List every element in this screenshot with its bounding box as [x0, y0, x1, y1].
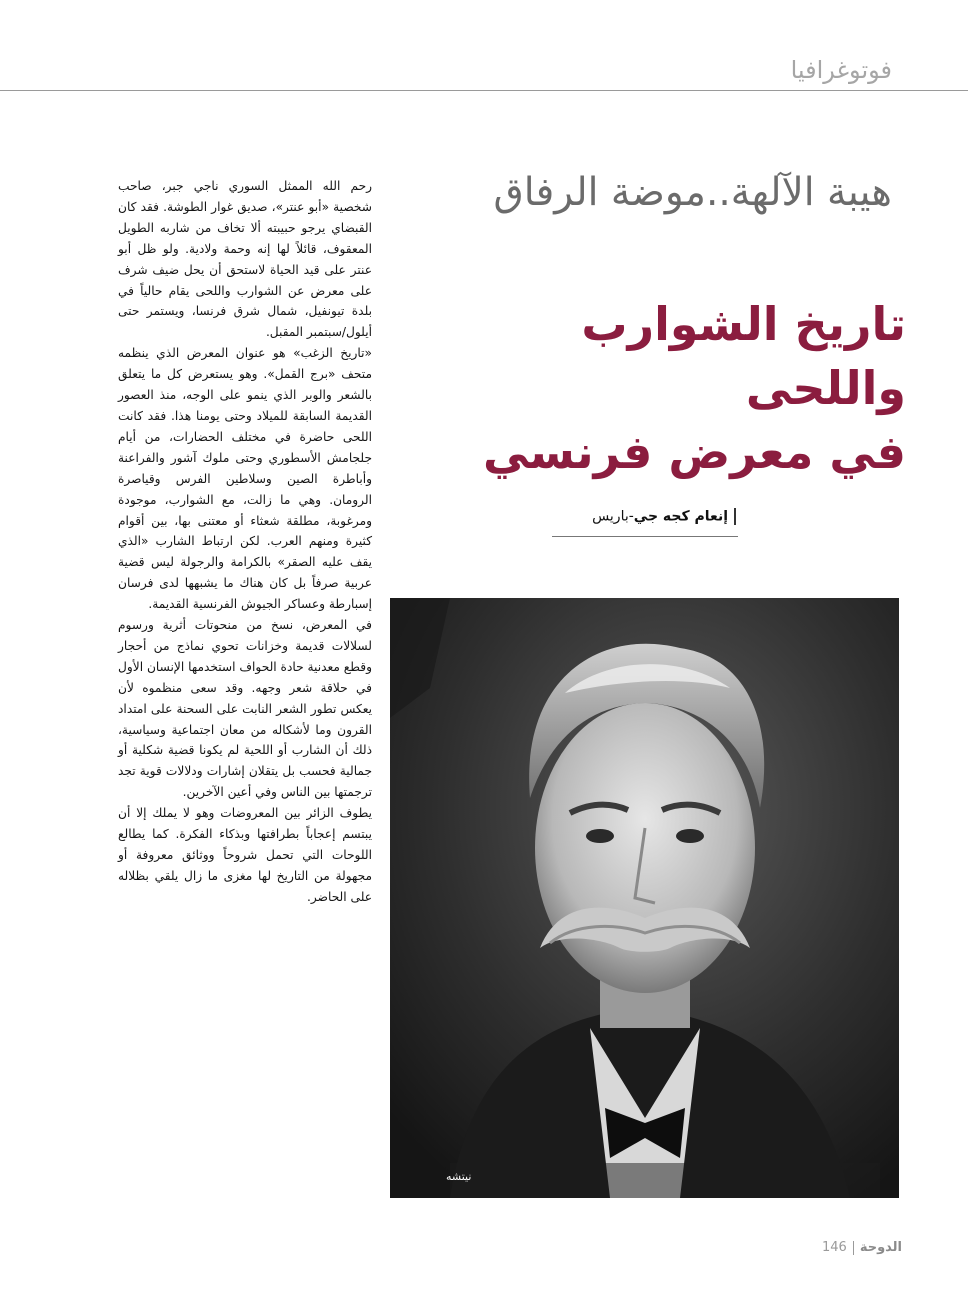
article-body: [118, 176, 372, 908]
header-divider: [0, 90, 968, 91]
article-headline: [436, 292, 906, 484]
body-paragraph: «تاريخ الزغب» هو عنوان المعرض الذي ينظمه متحف «برج القمل». وهو يستعرض كل ما يتعلق بالشعر والوبر الذي ينمو على الوجه، منذ العصور القديمة السابقة للميلاد وحتى يومنا هذا. فقد كانت اللحى حاضرة في مختلف الحضارات، من أيام جلجامش الأسطوري وحتى ملوك آشور والفراعنة وأباطرة الصين وسلاطين الفرس وقياصرة الرومان. وهي ما زالت، مع الشوارب، موجودة ومرغوبة، مطلقة شعثاء أو معتنى بها، بين أقوام كثيرة ومنهم العرب. لكن ارتباط الشارب «الذي يقف عليه الصقر» بالكرامة والرجولة ليس قضية عربية صرفاً بل كان هناك ما يشبهها لدى فرسان إسبارطة وعساكر الجيوش الفرنسية القديمة.: [118, 346, 372, 612]
author-name: إنعام كجه جي: [633, 508, 728, 525]
byline-bar: [734, 508, 736, 525]
article-kicker: هيبة الآلهة..موضة الرفاق: [493, 170, 892, 215]
body-paragraph: رحم الله الممثل السوري ناجي جبر، صاحب شخصية «أبو عنتر»، صديق غوار الطوشة. فقد كان القبضاي يرجو حبيبته ألا تخاف من شاربه الطويل المعقوف، قائلاً لها إنه وحمة ولادية. ولو ظل أبو عنتر على قيد الحياة لاستحق أن يحل ضيف شرف على معرض عن الشوارب واللحى يقام حالياً في بلدة تيونفيل، شمال شرق فرنسا، ويستمر حتى أيلول/سبتمبر المقبل.: [118, 179, 372, 340]
headline-line-2: في معرض فرنسي: [483, 425, 906, 479]
portrait-photo: [390, 598, 899, 1198]
page-footer: [822, 1240, 902, 1255]
photo-caption: نيتشه: [446, 1170, 472, 1183]
body-paragraph: في المعرض، نسخ من منحوتات أثرية ورسوم لسلالات قديمة وخزانات تحوي نماذج من أحجار وقطع معدنية حادة الحواف استخدمها الإنسان الأول في حلاقة شعر وجهه. وقد سعى منظموه لأن يعكس تطور الشعر النابت على السحنة على امتداد القرون وما لأشكاله من معان اجتماعية وسياسية، ذلك أن الشارب أو اللحية لم يكونا قضية شكلية أو جمالية فحسب بل يتقلان إشارات ودلالات قوية تجد ترجمتها بين الناس وفي أعين الآخرين.: [118, 618, 372, 800]
headline-line-1: تاريخ الشوارب واللحى: [581, 297, 906, 415]
page-number: 146: [822, 1240, 847, 1255]
byline: [552, 508, 738, 537]
author-location: -باريس: [592, 508, 634, 525]
portrait-illustration: [390, 598, 899, 1198]
magazine-name: الدوحة: [859, 1240, 903, 1255]
footer-divider: [853, 1241, 854, 1255]
body-paragraph: يطوف الزائر بين المعروضات وهو لا يملك إلا أن يبتسم إعجاباً بطرافتها وبذكاء الفكرة. كما يطالع اللوحات التي تحمل شروحاً ووثائق معروفة أو مجهولة من التاريخ لها مغزى ما زال يلقي بظلاله على الحاضر.: [118, 806, 372, 904]
section-label: فوتوغرافيا: [790, 56, 892, 84]
